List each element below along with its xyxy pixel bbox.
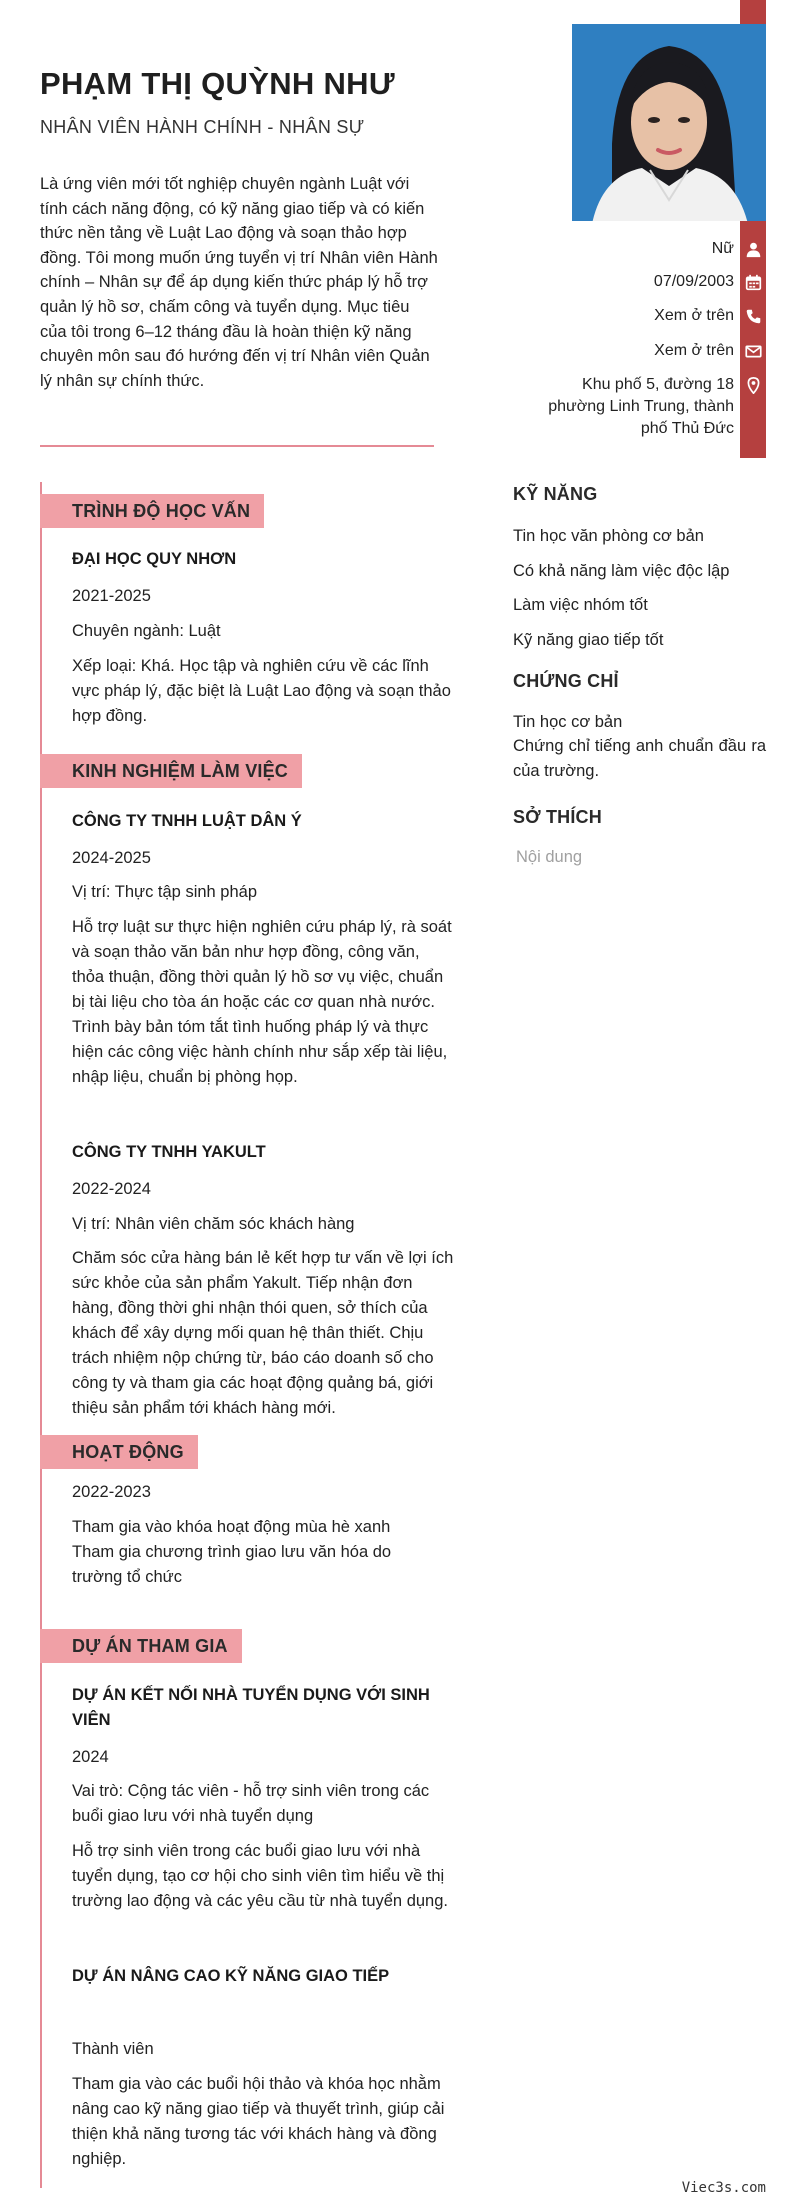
section-heading-certificates: CHỨNG CHỈ	[513, 671, 619, 691]
section-heading-activities: HOẠT ĐỘNG	[40, 1435, 198, 1469]
contact-gender: Nữ	[711, 240, 734, 257]
section-heading-experience: KINH NGHIỆM LÀM VIỆC	[40, 754, 302, 788]
contact-email: Xem ở trên	[654, 342, 734, 359]
phone-icon	[743, 306, 763, 326]
person-icon	[743, 239, 763, 259]
mail-icon	[743, 341, 763, 361]
project-description: Hỗ trợ sinh viên trong các buổi giao lưu với nhà tuyển dụng, tạo cơ hội cho sinh viên tìm hiểu về thị trường lao động và các yêu cầu từ nhà tuyển dụng.	[72, 1842, 448, 1910]
project-years: 2024	[72, 1748, 109, 1766]
section-heading-projects: DỰ ÁN THAM GIA	[40, 1629, 242, 1663]
job-description: Hỗ trợ luật sư thực hiện nghiên cứu pháp lý, rà soát và soạn thảo văn bản như hợp đồng, công văn, thỏa thuận, đồng thời quản lý hồ sơ vụ việc, chuẩn bị tài liệu cho tòa án hoặc các cơ quan nhà nước. Trình bày bản tóm tắt tình huống pháp lý và thực hiện các công việc hành chính như sắp xếp tài liệu, nhập liệu, chuẩn bị phòng họp.	[72, 918, 452, 1086]
activities-years: 2022-2023	[72, 1483, 151, 1501]
skill-item: Tin học văn phòng cơ bản	[513, 527, 704, 545]
skill-item: Có khả năng làm việc độc lập	[513, 562, 730, 580]
hobbies-placeholder[interactable]: Nội dung	[516, 848, 583, 866]
location-icon	[743, 375, 763, 395]
project-role: Thành viên	[72, 2040, 154, 2058]
job-role: Vị trí: Thực tập sinh pháp	[72, 883, 258, 901]
profile-photo	[572, 24, 766, 221]
activities-description: Tham gia vào khóa hoạt động mùa hè xanh Tham gia chương trình giao lưu văn hóa do trường tổ chức	[72, 1518, 392, 1586]
certificate-item: Chứng chỉ tiếng anh chuẩn đầu ra của trường.	[513, 737, 766, 780]
education-school: ĐẠI HỌC QUY NHƠN	[72, 550, 237, 568]
certificate-item: Tin học cơ bản	[513, 713, 623, 731]
skill-item: Làm việc nhóm tốt	[513, 596, 648, 614]
project-description: Tham gia vào các buổi hội thảo và khóa học nhằm nâng cao kỹ năng giao tiếp và thuyết trình, giúp cải thiện khả năng tương tác với khách hàng và đồng nghiệp.	[72, 2075, 445, 2168]
job-years: 2024-2025	[72, 849, 151, 867]
section-heading-hobbies: SỞ THÍCH	[513, 807, 602, 827]
skill-item: Kỹ năng giao tiếp tốt	[513, 631, 664, 649]
job-description: Chăm sóc cửa hàng bán lẻ kết hợp tư vấn về lợi ích sức khỏe của sản phẩm Yakult. Tiếp nhận đơn hàng, đồng thời ghi nhận thói quen, sở thích của khách để xây dựng mối quan hệ thân thiết. Chịu trách nhiệm nộp chứng từ, báo cáo doanh số cho công ty và tham gia các hoạt động quảng bá, giới thiệu sản phẩm tới khách hàng mới.	[72, 1249, 454, 1417]
job-company: CÔNG TY TNHH YAKULT	[72, 1143, 266, 1161]
education-grade: Xếp loại: Khá. Học tập và nghiên cứu về các lĩnh vực pháp lý, đặc biệt là Luật Lao động và soạn thảo hợp đồng.	[72, 657, 451, 725]
contact-phone: Xem ở trên	[654, 307, 734, 324]
job-role: Vị trí: Nhân viên chăm sóc khách hàng	[72, 1215, 355, 1233]
footer-brand: Viec3s.com	[681, 2180, 766, 2196]
project-role: Vai trò: Cộng tác viên - hỗ trợ sinh viên trong các buổi giao lưu với nhà tuyển dụng	[72, 1782, 430, 1825]
section-timeline	[40, 482, 42, 2188]
career-summary: Là ứng viên mới tốt nghiệp chuyên ngành Luật với tính cách năng động, có kỹ năng giao tiếp và có kiến thức nền tảng về Luật Lao động và soạn thảo hợp đồng. Tôi mong muốn ứng tuyển vị trí Nhân viên Hành chính – Nhân sự để áp dụng kiến thức pháp lý hỗ trợ quản lý hồ sơ, chấm công và tuyển dụng. Mục tiêu của tôi trong 6–12 tháng đầu là hoàn thiện kỹ năng chuyên môn sau đó hướng đến vị trí Nhân viên Quản lý nhân sự chính thức.	[40, 175, 438, 390]
header-divider	[40, 445, 434, 447]
education-major: Chuyên ngành: Luật	[72, 622, 221, 640]
accent-bar-top	[740, 0, 766, 24]
job-company: CÔNG TY TNHH LUẬT DÂN Ý	[72, 812, 302, 830]
education-years: 2021-2025	[72, 587, 151, 605]
contact-address: Khu phố 5, đường 18 phường Linh Trung, thành phố Thủ Đức	[548, 376, 734, 437]
section-heading-education: TRÌNH ĐỘ HỌC VẤN	[40, 494, 264, 528]
project-name: DỰ ÁN NÂNG CAO KỸ NĂNG GIAO TIẾP	[72, 1967, 390, 1985]
calendar-icon	[743, 272, 763, 292]
candidate-name: PHẠM THỊ QUỲNH NHƯ	[40, 66, 395, 101]
job-years: 2022-2024	[72, 1180, 151, 1198]
contact-birthday: 07/09/2003	[653, 273, 734, 290]
project-name: DỰ ÁN KẾT NỐI NHÀ TUYỂN DỤNG VỚI SINH VIÊN	[72, 1686, 430, 1729]
candidate-title: NHÂN VIÊN HÀNH CHÍNH - NHÂN SỰ	[40, 117, 365, 137]
section-heading-skills: KỸ NĂNG	[513, 484, 598, 504]
